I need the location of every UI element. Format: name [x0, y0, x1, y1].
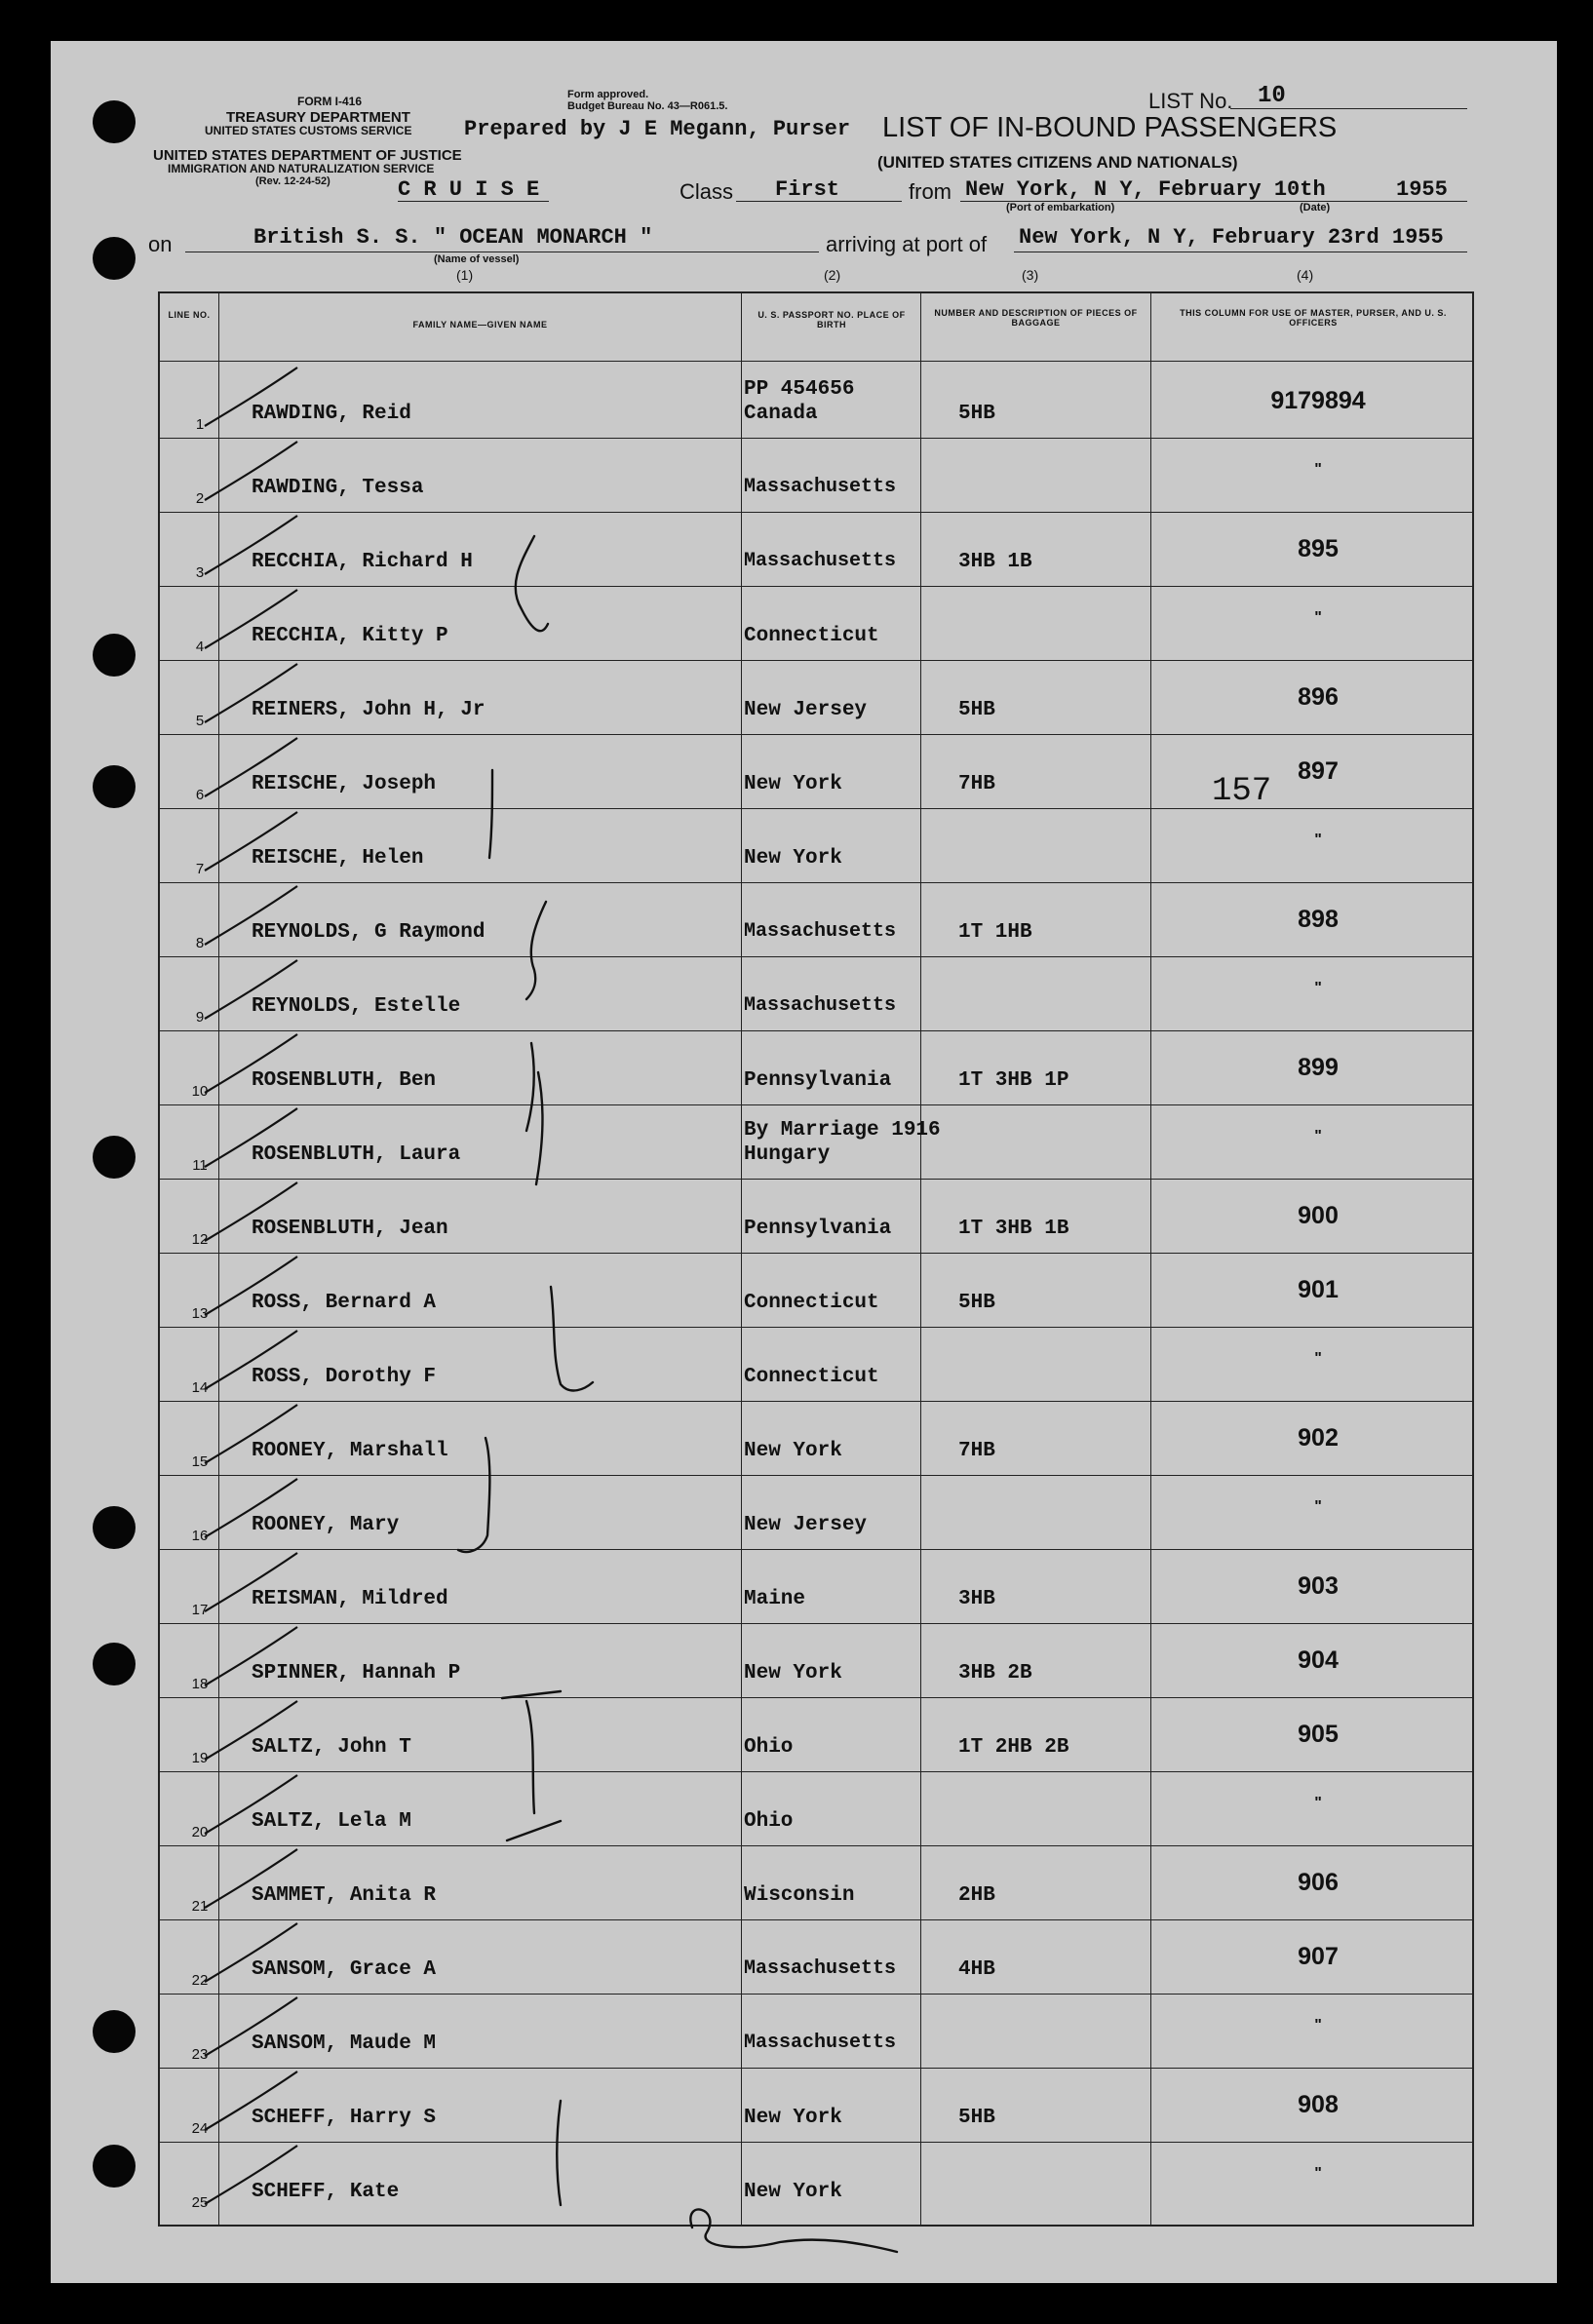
prepared-by: Prepared by J E Megann, Purser — [464, 117, 851, 141]
passenger-name: SPINNER, Hannah P — [252, 1662, 461, 1685]
place-of-birth: Hungary — [744, 1143, 831, 1166]
budget-bureau: Budget Bureau No. 43—R061.5. — [567, 100, 728, 112]
vessel-caption: (Name of vessel) — [434, 253, 520, 265]
officer-entry: 895 — [1298, 535, 1339, 562]
form-number: FORM I-416 — [297, 95, 363, 108]
check-mark — [205, 1182, 297, 1241]
check-mark — [205, 1405, 297, 1463]
passenger-name: ROSS, Bernard A — [252, 1292, 437, 1314]
line-number: 2 — [195, 490, 205, 507]
officer-entry: 905 — [1298, 1721, 1339, 1748]
place-of-birth: New York — [744, 773, 842, 795]
baggage: 5HB — [958, 1292, 995, 1314]
check-mark — [205, 368, 297, 426]
column-number-2: (2) — [824, 267, 841, 283]
baggage: 3HB 2B — [958, 1662, 1032, 1685]
place-of-birth: Ohio — [744, 1810, 794, 1833]
line-number: 8 — [195, 935, 205, 951]
check-mark — [205, 1331, 297, 1389]
place-of-birth: Massachusetts — [744, 550, 897, 572]
form-approved: Form approved. — [567, 89, 649, 100]
place-of-birth: Massachusetts — [744, 2032, 897, 2054]
document-title: LIST OF IN-BOUND PASSENGERS — [882, 112, 1338, 143]
passenger-name: SANSOM, Grace A — [252, 1958, 437, 1981]
vessel-name: British S. S. " OCEAN MONARCH " — [253, 225, 653, 250]
passenger-name: RAWDING, Tessa — [252, 477, 424, 499]
line-number: 22 — [191, 1972, 209, 1989]
passenger-name: REISMAN, Mildred — [252, 1588, 448, 1610]
passenger-name: REISCHE, Joseph — [252, 773, 437, 795]
line-number: 5 — [195, 713, 205, 729]
officer-entry: " — [1314, 980, 1322, 996]
check-mark — [205, 442, 297, 500]
line-number: 21 — [191, 1898, 209, 1915]
check-mark — [205, 1849, 297, 1908]
passport-number: By Marriage 1916 — [744, 1119, 941, 1142]
place-of-birth: Connecticut — [744, 625, 879, 647]
check-mark — [205, 2072, 297, 2130]
arriving-label: arriving at port of — [826, 232, 988, 256]
check-mark — [205, 960, 297, 1019]
arriving-value: New York, N Y, February 23rd 1955 — [1019, 225, 1444, 250]
officer-entry: " — [1314, 461, 1322, 478]
officer-entry: 907 — [1298, 1943, 1339, 1970]
baggage: 5HB — [958, 2107, 995, 2129]
column-header-name: FAMILY NAME—GIVEN NAME — [412, 320, 548, 329]
officer-entry: 897 — [1298, 757, 1339, 785]
officer-entry: 908 — [1298, 2091, 1339, 2118]
officer-entry: " — [1314, 1498, 1322, 1515]
line-number: 6 — [195, 787, 205, 803]
passenger-name: RECCHIA, Richard H — [252, 551, 473, 573]
line-number: 10 — [191, 1083, 209, 1100]
officer-entry: 9179894 — [1270, 387, 1366, 414]
passenger-name: RECCHIA, Kitty P — [252, 625, 448, 647]
baggage: 2HB — [958, 1884, 995, 1907]
column-number-1: (1) — [456, 267, 474, 283]
check-mark — [205, 1627, 297, 1685]
passenger-name: ROSENBLUTH, Jean — [252, 1218, 448, 1240]
line-number: 17 — [191, 1602, 209, 1618]
place-of-birth: New Jersey — [744, 1514, 868, 1536]
line-number: 13 — [191, 1305, 209, 1322]
place-of-birth: Maine — [744, 1588, 806, 1610]
passenger-name: SCHEFF, Kate — [252, 2181, 400, 2203]
officer-entry: 904 — [1298, 1646, 1339, 1674]
passenger-name: REINERS, John H, Jr — [252, 699, 486, 721]
check-mark — [205, 886, 297, 945]
list-no-label: LIST No. — [1148, 89, 1233, 113]
place-of-birth: Wisconsin — [744, 1884, 855, 1907]
customs-service: UNITED STATES CUSTOMS SERVICE — [205, 124, 412, 137]
place-of-birth: New Jersey — [744, 699, 868, 721]
place-of-birth: New York — [744, 2181, 842, 2203]
line-number: 19 — [191, 1750, 209, 1766]
line-number: 15 — [191, 1453, 209, 1470]
officer-entry: " — [1314, 1795, 1322, 1811]
stray-number: 157 — [1212, 773, 1272, 810]
place-of-birth: Connecticut — [744, 1366, 879, 1388]
line-number: 24 — [191, 2120, 209, 2137]
officer-entry: 899 — [1298, 1054, 1339, 1081]
officer-entry: 898 — [1298, 906, 1339, 933]
baggage: 1T 3HB 1B — [958, 1218, 1069, 1240]
officer-entry: 902 — [1298, 1424, 1339, 1452]
line-number: 18 — [191, 1676, 209, 1692]
passenger-name: ROSENBLUTH, Laura — [252, 1143, 461, 1166]
check-mark — [205, 1553, 297, 1611]
place-of-birth: Pennsylvania — [744, 1218, 892, 1240]
baggage: 1T 1HB — [958, 921, 1032, 944]
officer-entry: 900 — [1298, 1202, 1339, 1229]
check-mark — [205, 738, 297, 796]
officer-entry: " — [1314, 1128, 1322, 1144]
from-value: New York, N Y, February 10th — [965, 177, 1326, 202]
check-mark — [205, 1034, 297, 1093]
from-year: 1955 — [1396, 177, 1448, 202]
column-header-officers: THIS COLUMN FOR USE OF MASTER, PURSER, AND U. S. OFFICERS — [1180, 308, 1447, 329]
baggage: 7HB — [958, 773, 995, 795]
check-mark — [205, 1479, 297, 1537]
place-of-birth: Massachusetts — [744, 920, 897, 943]
place-of-birth: Massachusetts — [744, 994, 897, 1017]
check-mark — [205, 1775, 297, 1834]
baggage: 1T 3HB 1P — [958, 1069, 1069, 1092]
officer-entry: 906 — [1298, 1869, 1339, 1896]
baggage: 1T 2HB 2B — [958, 1736, 1069, 1759]
line-number: 25 — [191, 2194, 209, 2211]
passenger-name: ROSS, Dorothy F — [252, 1366, 437, 1388]
check-mark — [205, 812, 297, 871]
line-number: 7 — [195, 861, 205, 877]
passenger-name: SALTZ, John T — [252, 1736, 411, 1759]
line-number: 14 — [191, 1379, 209, 1396]
place-of-birth: Canada — [744, 403, 818, 425]
line-number: 16 — [191, 1528, 209, 1544]
passenger-name: REYNOLDS, Estelle — [252, 995, 461, 1018]
line-number: 12 — [191, 1231, 209, 1248]
class-label: Class — [680, 179, 734, 204]
revision: (Rev. 12-24-52) — [255, 175, 330, 187]
officer-entry: 896 — [1298, 683, 1339, 711]
officer-entry: 903 — [1298, 1572, 1339, 1600]
line-number: 9 — [195, 1009, 205, 1026]
check-mark — [205, 590, 297, 648]
treasury-department: TREASURY DEPARTMENT — [226, 109, 410, 126]
column-header-line: LINE NO. — [168, 310, 211, 320]
passenger-name: ROONEY, Marshall — [252, 1440, 448, 1462]
line-number: 20 — [191, 1824, 209, 1840]
check-mark — [205, 664, 297, 722]
officer-entry: " — [1314, 1350, 1322, 1367]
line-number: 1 — [195, 416, 205, 433]
baggage: 7HB — [958, 1440, 995, 1462]
justice-department: UNITED STATES DEPARTMENT OF JUSTICE — [153, 147, 462, 164]
port-caption: (Port of embarkation) — [1006, 202, 1115, 213]
date-caption: (Date) — [1300, 202, 1331, 213]
officer-entry: 901 — [1298, 1276, 1339, 1303]
baggage: 5HB — [958, 403, 995, 425]
check-mark — [205, 1701, 297, 1760]
check-mark — [205, 516, 297, 574]
place-of-birth: New York — [744, 1440, 842, 1462]
baggage: 4HB — [958, 1958, 995, 1981]
officer-entry: " — [1314, 832, 1322, 848]
baggage: 3HB 1B — [958, 551, 1032, 573]
passenger-name: REISCHE, Helen — [252, 847, 424, 870]
passport-number: PP 454656 — [744, 378, 855, 401]
line-number: 11 — [192, 1157, 208, 1174]
check-mark — [205, 1257, 297, 1315]
place-of-birth: Massachusetts — [744, 1957, 897, 1980]
passenger-name: SANSOM, Maude M — [252, 2033, 437, 2055]
officer-entry: " — [1314, 609, 1322, 626]
check-mark — [205, 1997, 297, 2056]
check-mark — [205, 2146, 297, 2204]
place-of-birth: Pennsylvania — [744, 1069, 892, 1092]
passenger-name: SAMMET, Anita R — [252, 1884, 437, 1907]
place-of-birth: Massachusetts — [744, 476, 897, 498]
passenger-name: ROONEY, Mary — [252, 1514, 400, 1536]
cruise-label: C R U I S E — [398, 177, 540, 202]
immigration-service: IMMIGRATION AND NATURALIZATION SERVICE — [168, 162, 435, 175]
place-of-birth: New York — [744, 847, 842, 870]
document-subtitle: (UNITED STATES CITIZENS AND NATIONALS) — [877, 153, 1238, 172]
place-of-birth: Connecticut — [744, 1292, 879, 1314]
line-number: 4 — [195, 639, 205, 655]
passenger-name: SALTZ, Lela M — [252, 1810, 411, 1833]
place-of-birth: New York — [744, 1662, 842, 1685]
line-number: 23 — [191, 2046, 209, 2063]
column-number-4: (4) — [1297, 267, 1314, 283]
place-of-birth: Ohio — [744, 1736, 794, 1759]
passenger-name: RAWDING, Reid — [252, 403, 411, 425]
from-label: from — [909, 179, 952, 204]
place-of-birth: New York — [744, 2107, 842, 2129]
baggage: 5HB — [958, 699, 995, 721]
list-no-value: 10 — [1258, 83, 1286, 109]
passenger-name: ROSENBLUTH, Ben — [252, 1069, 437, 1092]
on-label: on — [148, 232, 173, 256]
baggage: 3HB — [958, 1588, 995, 1610]
check-mark — [205, 1923, 297, 1982]
class-value: First — [775, 177, 840, 202]
check-mark — [205, 1108, 297, 1167]
officer-entry: " — [1314, 2017, 1322, 2034]
officer-entry: " — [1314, 2165, 1322, 2182]
line-number: 3 — [195, 564, 205, 581]
column-header-baggage: NUMBER AND DESCRIPTION OF PIECES OF BAGGAGE — [934, 308, 1138, 329]
column-header-passport: U. S. PASSPORT NO. PLACE OF BIRTH — [758, 310, 906, 330]
passenger-name: SCHEFF, Harry S — [252, 2107, 437, 2129]
column-number-3: (3) — [1022, 267, 1039, 283]
passenger-name: REYNOLDS, G Raymond — [252, 921, 486, 944]
